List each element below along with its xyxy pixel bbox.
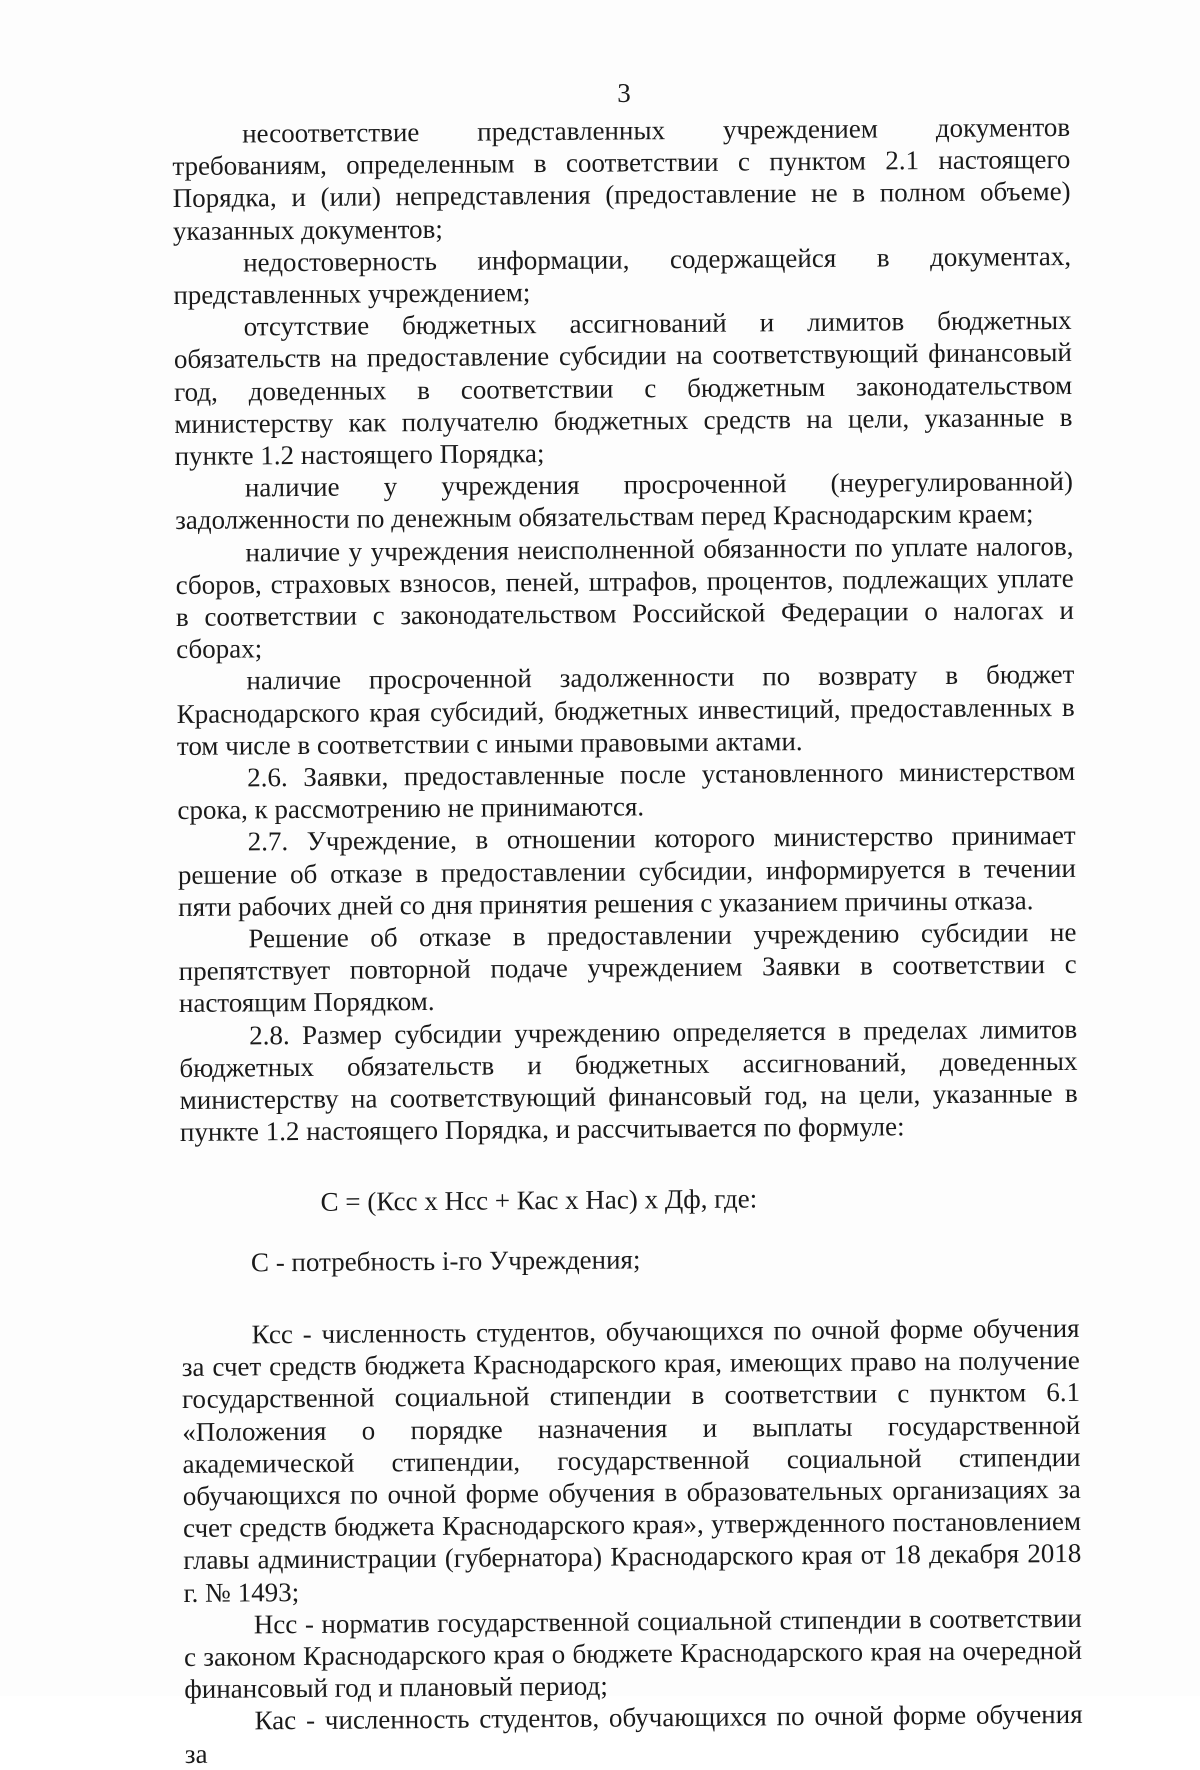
definition: С - потребность i-го Учреждения; <box>250 1244 641 1278</box>
paragraph: недостоверность информации, содержащейся в документах, представленных учреждением; <box>173 240 1072 311</box>
formula: С = (Ксс х Нсс + Кас х Нас) х Дф, где: <box>320 1182 758 1217</box>
paragraph: несоответствие представленных учреждением документов требованиям, определенным в соответствии с пунктом 2.1 настоящего Порядка, и (или) непредставления (предоставление не в полном объеме) указанных документов; <box>172 111 1071 246</box>
paragraph: наличие у учреждения неисполненной обязанности по уплате налогов, сборов, страховых взносов, пеней, штрафов, процентов, подлежащих уплате в соответствии с законодательством Российской Федерации о налогах и сборах; <box>175 530 1075 665</box>
document-body <box>172 111 1083 1770</box>
paragraph: наличие у учреждения просроченной (неурегулированной) задолженности по денежным обязательствам перед Краснодарским краем; <box>175 466 1073 536</box>
definition: Нсс - норматив государственной социальной стипендии в соответствии с законом Краснодарского края о бюджете Краснодарского края на очередной финансовый год и плановый период; <box>183 1602 1083 1705</box>
definition: Ксс - численность студентов, обучающихся по очной форме обучения за счет средств бюджета Краснодарского края, имеющих право на получение государственной социальной стипендии в соответствии с пунктом 6.1 «Положения о порядке назначения и выплаты государственной академической стипендии, государственной социальной стипендии обучающихся по очной форме обучения в образовательных организациях за счет средств бюджета Краснодарского края», утвержденного постановлением главы администрации (губернатора) Краснодарского края от 18 декабря 2018 г. № 1493; <box>181 1312 1082 1608</box>
paragraph: наличие просроченной задолженности по возврату в бюджет Краснодарского края субсидий, бюджетных инвестиций, предоставленных в том числе в соответствии с иными правовыми актами. <box>176 659 1075 761</box>
paragraph: Решение об отказе в предоставлении учреждению субсидии не препятствует повторной подаче учреждением Заявки в соответствии с настоящим Порядком. <box>178 917 1077 1019</box>
paragraph: 2.6. Заявки, предоставленные после установленного министерством срока, к рассмотрению не принимаются. <box>177 755 1076 826</box>
paragraph: 2.8. Размер субсидии учреждению определяется в пределах лимитов бюджетных обязательств и бюджетных ассигнований, доведенных министерству на соответствующий финансовый год, на цели, указанные в пункте 1.2 настоящего Порядка, и рассчитывается по формуле: <box>179 1013 1078 1148</box>
paragraph: отсутствие бюджетных ассигнований и лимитов бюджетных обязательств на предоставление субсидии на соответствующий финансовый год, доведенных в соответствии с бюджетным законодательством министерству как получателю бюджетных средств на цели, указанные в пункте 1.2 настоящего Порядка; <box>173 305 1073 472</box>
paragraph: 2.7. Учреждение, в отношении которого министерство принимает решение об отказе в предоставлении субсидии, информируется в течении пяти рабочих дней со дня принятия решения с указанием причины отказа. <box>177 820 1077 922</box>
page-number: 3 <box>617 78 631 108</box>
definition: Кас - численность студентов, обучающихся по очной форме обучения за <box>184 1699 1083 1769</box>
